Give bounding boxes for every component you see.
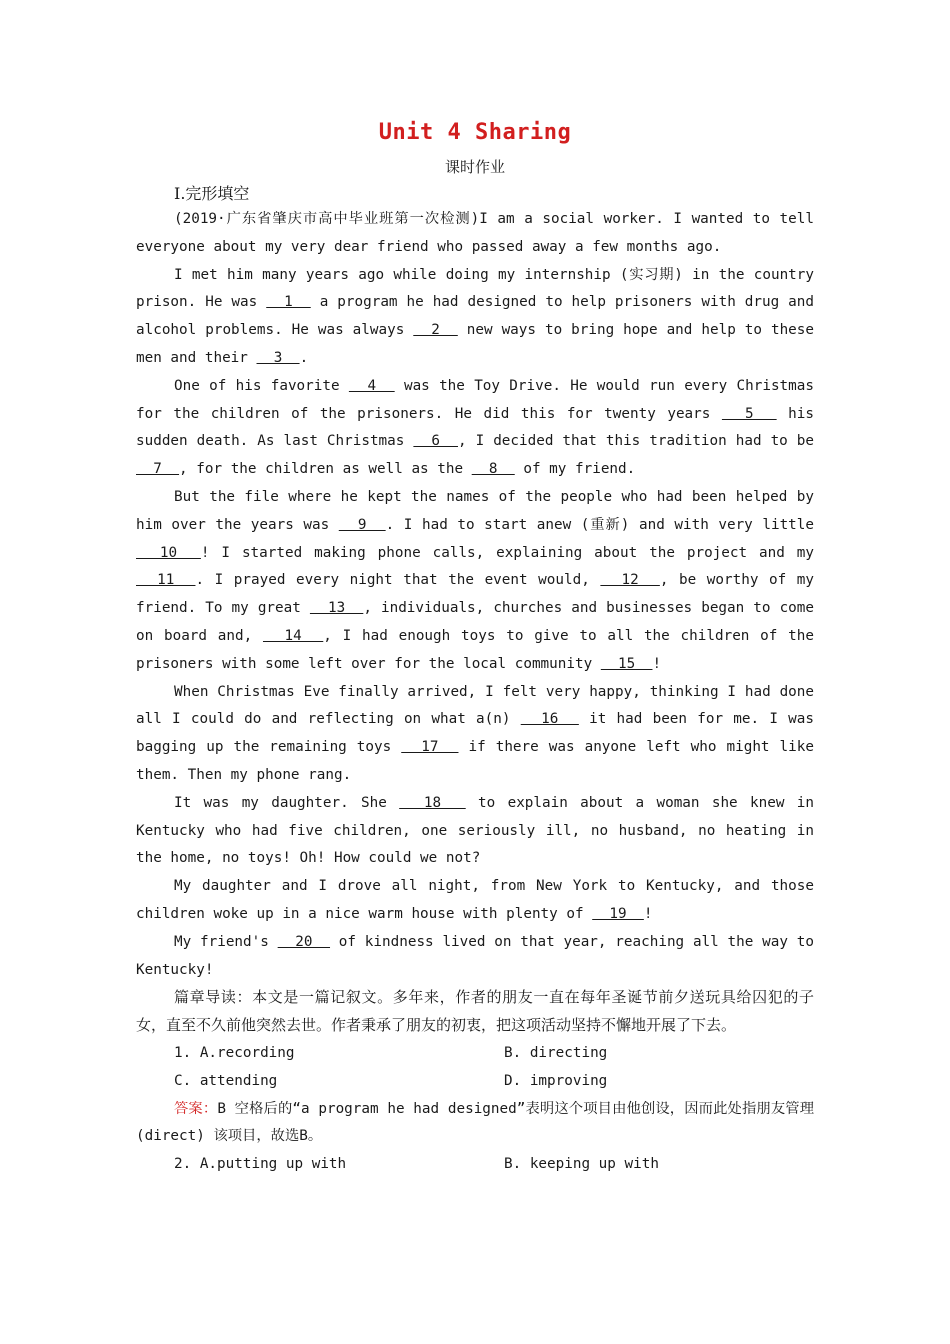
passage-text: it had been for me. I was bagging up the remaining toys	[136, 711, 815, 756]
passage-text: ! I started making phone calls, explaining about the project and my	[200, 544, 814, 561]
page-subtitle: 课时作业	[444, 158, 505, 176]
cloze-blank: 6	[413, 433, 458, 450]
cloze-blank: 4	[348, 377, 395, 394]
page-title: Unit 4 Sharing	[378, 120, 572, 145]
cloze-blank: 17	[401, 739, 459, 756]
passage-text: My friend's	[174, 933, 278, 950]
passage-text: a program he had designed to help prisoners with drug and alcohol problems. He was always	[136, 294, 814, 339]
cloze-passage	[136, 206, 814, 1179]
passage-paragraph	[136, 790, 814, 873]
answer-label: 答案：	[174, 1100, 218, 1117]
cloze-blank: 7	[136, 461, 180, 478]
question-2-options-row-1	[136, 1151, 814, 1179]
option-1b: B. directing	[504, 1044, 608, 1061]
cloze-blank: 8	[471, 461, 515, 478]
section-heading: Ⅰ.完形填空	[174, 184, 250, 203]
option-1c: C. attending	[174, 1072, 278, 1089]
cloze-blank: 18	[399, 794, 466, 811]
passage-text: . I had to start anew (重新) and with very little	[385, 516, 814, 533]
question-1-options-row-1	[136, 1040, 814, 1068]
passage-text: One of his favorite	[174, 377, 349, 394]
passage-paragraph	[136, 262, 814, 373]
passage-text: . I prayed every night that the event would,	[195, 572, 601, 589]
passage-text: When Christmas Eve finally arrived, I felt very happy, thinking I had done all I could do and reflecting on what a(n)	[136, 683, 814, 728]
answer-1	[136, 1096, 814, 1152]
passage-guide: 篇章导读：本文是一篇记叙文。多年来，作者的朋友一直在每年圣诞节前夕送玩具给囚犯的子女，直至不久前他突然去世。作者秉承了朋友的初衷，把这项活动坚持不懈地开展了下去。	[136, 988, 814, 1035]
cloze-blank: 2	[413, 322, 458, 339]
passage-text: I met him many years ago while doing my internship (实习期) in the country prison. He was	[136, 266, 814, 311]
passage-text: !	[652, 655, 662, 672]
passage-paragraph	[136, 929, 814, 985]
answer-explanation: B 空格后的“a program he had designed”表明这个项目由他创设，因而此处指朋友管理 (direct) 该项目，故选B。	[136, 1100, 815, 1145]
passage-paragraph	[136, 873, 814, 929]
option-1d: D. improving	[504, 1072, 608, 1089]
cloze-blank: 11	[136, 572, 196, 589]
passage-text: , be worthy of my friend. To my great	[136, 572, 814, 617]
passage-text: if there was anyone left who might like them. Then my phone rang.	[136, 739, 814, 783]
passage-text: But the file where he kept the names of the people who had been helped by him over the years was	[136, 488, 814, 533]
passage-text: was the Toy Drive. He would run every Christmas for the children of the prisoners. He did this for twenty years	[136, 377, 814, 422]
option-1a: 1. A.recording	[174, 1044, 295, 1061]
cloze-blank: 10	[136, 544, 201, 561]
cloze-blank: 15	[600, 655, 653, 672]
passage-text: It was my daughter. She	[174, 794, 400, 811]
passage-paragraph	[136, 484, 814, 679]
passage-paragraph	[136, 373, 814, 484]
passage-text: to explain about a woman she knew in Kentucky who had five children, one seriously ill, no husband, no heating in the home, no toys! Oh! How could we not?	[136, 794, 814, 867]
cloze-blank: 13	[309, 600, 364, 617]
cloze-blank: 1	[266, 294, 311, 311]
passage-text: of kindness lived on that year, reaching all the way to Kentucky!	[136, 933, 814, 978]
cloze-blank: 16	[520, 711, 579, 728]
cloze-blank: 12	[600, 572, 660, 589]
passage-text: new ways to bring hope and help to these men and their	[136, 322, 814, 366]
passage-paragraphs	[136, 206, 814, 984]
cloze-blank: 14	[262, 627, 324, 644]
passage-text: .	[299, 349, 309, 366]
passage-paragraph	[136, 206, 814, 262]
option-2b: B. keeping up with	[504, 1156, 659, 1173]
passage-paragraph	[136, 679, 814, 790]
passage-text: his sudden death. As last Christmas	[136, 405, 814, 450]
cloze-blank: 9	[338, 516, 386, 533]
passage-text: , I decided that this tradition had to be	[457, 433, 814, 450]
passage-text: , for the children as well as the	[179, 461, 472, 478]
cloze-blank: 3	[256, 349, 300, 366]
passage-text: of my friend.	[514, 461, 636, 478]
cloze-blank: 5	[721, 405, 777, 422]
cloze-blank: 20	[277, 933, 331, 950]
option-2a: 2. A.putting up with	[174, 1156, 347, 1173]
passage-text: (2019·广东省肇庆市高中毕业班第一次检测)I am a social worker. I wanted to tell everyone about my very dear friend who passed away a few months ago.	[136, 211, 814, 255]
question-1-options-row-2	[136, 1068, 814, 1096]
passage-text: !	[643, 905, 653, 922]
passage-text: My daughter and I drove all night, from New York to Kentucky, and those children woke up in a nice warm house with plenty of	[136, 878, 814, 922]
passage-text: , individuals, churches and businesses began to come on board and,	[136, 600, 814, 644]
passage-text: , I had enough toys to give to all the children of the prisoners with some left over for the local community	[136, 627, 814, 672]
cloze-blank: 19	[592, 905, 644, 922]
